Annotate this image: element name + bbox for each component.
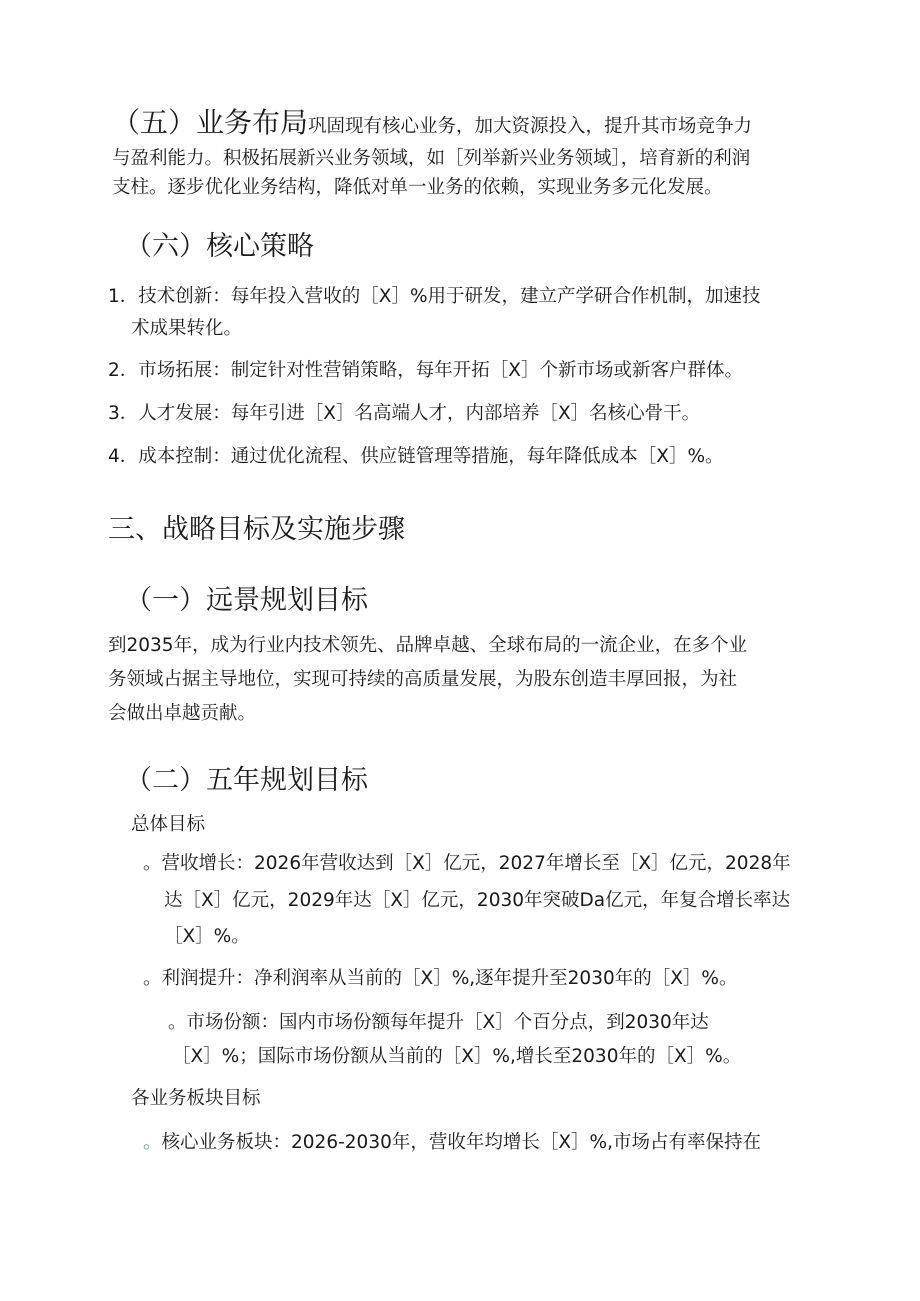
- bullet-mark: 。: [143, 1132, 162, 1153]
- section5-line-3: 支柱。逐步优化业务结构，降低对单一业务的依赖，实现业务多元化发展。: [112, 177, 723, 198]
- goal-bullet-3: [168, 1004, 709, 1042]
- bullet-mark: 。: [143, 853, 162, 874]
- section5-line-1: 巩固现有核心业务，加大资源投入，提升其市场竞争力: [308, 116, 753, 137]
- vision-line-3: 会做出卓越贡献。: [108, 703, 257, 724]
- strategy-item-3-line-1: ．人才发展：每年引进［X］名高端人才，内部培养［X］名核心骨干。: [119, 403, 701, 424]
- chapter3-heading: 三、战略目标及实施步骤: [108, 514, 405, 545]
- strategy-item-4-line-1: ．成本控制：通过优化流程、供应链管理等措施，每年降低成本［X］%。: [119, 446, 724, 467]
- segment-bullet: [143, 1124, 761, 1162]
- goal-bullet-1-line-2: 达［X］亿元，2029年达［X］亿元，2030年突破Da亿元，年复合增长率达: [164, 890, 791, 911]
- section5-heading: （五）业务布局: [112, 106, 309, 139]
- strategy-item-3: [108, 395, 700, 433]
- strategy-item-2: [108, 352, 743, 390]
- bullet-mark: 。: [168, 1012, 187, 1033]
- strategy-item-2-line-1: ．市场拓展：制定针对性营销策略，每年开拓［X］个新市场或新客户群体。: [119, 360, 743, 381]
- section5-line-2: 与盈利能力。积极拓展新兴业务领域，如［列举新兴业务领域］，培育新的利润: [112, 148, 751, 169]
- strategy-item-3-num: 3: [108, 403, 120, 424]
- vision-heading: （一）远景规划目标: [125, 585, 368, 616]
- goal-bullet-1: [143, 845, 791, 883]
- goal-bullet-1-line-3: ［X］%。: [164, 926, 250, 947]
- overall-goal-label: 总体目标: [131, 814, 206, 835]
- segment-bullet-line-1: 核心业务板块：2026-2030年，营收年均增长［X］%,市场占有率保持在: [161, 1132, 761, 1153]
- goal-bullet-3-line-1: 市场份额：国内市场份额每年提升［X］个百分点，到2030年达: [186, 1012, 709, 1033]
- segment-goal-label: 各业务板块目标: [131, 1088, 261, 1109]
- strategy-item-1-line-2: 术成果转化。: [131, 318, 243, 339]
- strategy-item-1-num: 1: [108, 286, 120, 307]
- five-year-heading: （二）五年规划目标: [125, 765, 368, 796]
- goal-bullet-3-line-2: ［X］%；国际市场份额从当前的［X］%,增长至2030年的［X］%。: [172, 1046, 742, 1067]
- goal-bullet-2: [143, 960, 737, 998]
- goal-bullet-2-line-1: 利润提升：净利润率从当前的［X］%,逐年提升至2030年的［X］%。: [161, 968, 738, 989]
- strategy-item-4-num: 4: [108, 446, 120, 467]
- section6-heading: （六）核心策略: [125, 231, 314, 262]
- strategy-item-2-num: 2: [108, 360, 120, 381]
- vision-line-2: 务领域占据主导地位，实现可持续的高质量发展，为股东创造丰厚回报，为社: [108, 669, 738, 690]
- bullet-mark: 。: [143, 968, 162, 989]
- goal-bullet-1-line-1: 营收增长：2026年营收达到［X］亿元，2027年增长至［X］亿元，2028年: [161, 853, 791, 874]
- strategy-item-1-line-1: ．技术创新：每年投入营收的［X］%用于研发，建立产学研合作机制，加速技: [119, 286, 761, 307]
- strategy-item-4: [108, 438, 724, 476]
- vision-line-1: 到2035年，成为行业内技术领先、品牌卓越、全球布局的一流企业，在多个业: [108, 635, 748, 656]
